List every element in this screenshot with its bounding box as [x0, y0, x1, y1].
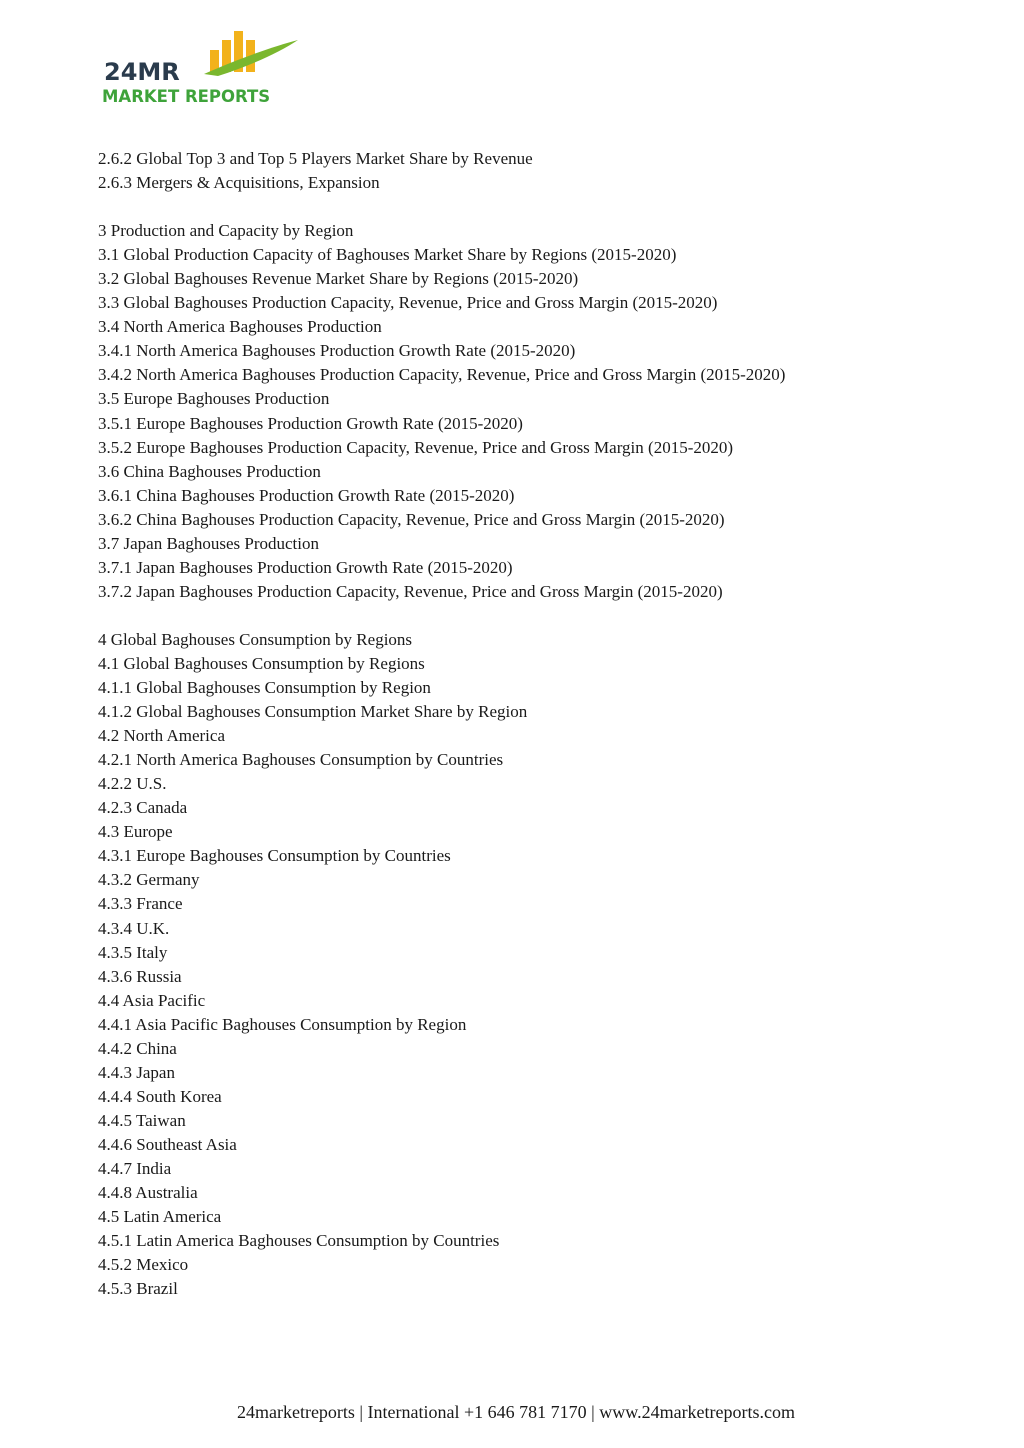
toc-item: 3.6.2 China Baghouses Production Capacity, Revenue, Price and Gross Margin (2015-2020)	[98, 509, 725, 529]
logo-line1: 24MR	[104, 58, 180, 86]
toc-item: 3.3 Global Baghouses Production Capacity, Revenue, Price and Gross Margin (2015-2020)	[98, 293, 718, 313]
toc-item: 4.4 Asia Pacific	[98, 990, 206, 1010]
toc-item: 3.5.2 Europe Baghouses Production Capacity, Revenue, Price and Gross Margin (2015-2020)	[98, 437, 734, 457]
toc-item: 3.1 Global Production Capacity of Baghouses Market Share by Regions (2015-2020)	[98, 245, 677, 265]
logo-line2: MARKET REPORTS	[102, 87, 271, 106]
toc-item: 4.1 Global Baghouses Consumption by Regions	[98, 653, 425, 673]
toc-item: 3.7.2 Japan Baghouses Production Capacity, Revenue, Price and Gross Margin (2015-2020)	[98, 581, 723, 601]
toc-item: 3.7 Japan Baghouses Production	[98, 533, 319, 553]
toc-item: 3.2 Global Baghouses Revenue Market Share by Regions (2015-2020)	[98, 269, 579, 289]
toc-item: 4.4.7 India	[98, 1158, 172, 1178]
toc-item: 4.5.3 Brazil	[98, 1279, 178, 1299]
toc-item: 4.5.1 Latin America Baghouses Consumption by Countries	[98, 1231, 500, 1251]
toc-item: 4.3.6 Russia	[98, 966, 182, 986]
toc-item: 4 Global Baghouses Consumption by Regions	[98, 629, 413, 649]
toc-item: 4.1.1 Global Baghouses Consumption by Region	[98, 678, 431, 698]
toc-item: 3.4.1 North America Baghouses Production Growth Rate (2015-2020)	[98, 341, 576, 361]
toc-item: 3.5.1 Europe Baghouses Production Growth Rate (2015-2020)	[98, 413, 523, 433]
toc-item: 4.2.3 Canada	[98, 798, 188, 818]
toc-item: 4.2 North America	[98, 726, 225, 746]
toc-item: 2.6.2 Global Top 3 and Top 5 Players Market Share by Revenue	[98, 149, 533, 168]
toc-item: 4.2.2 U.S.	[98, 774, 167, 794]
toc-item: 3.5 Europe Baghouses Production	[98, 389, 330, 409]
toc-item: 4.3.4 U.K.	[98, 918, 170, 938]
toc-spacer	[98, 195, 785, 219]
toc-item: 4.4.5 Taiwan	[98, 1110, 186, 1130]
toc-item: 4.3.3 France	[98, 894, 183, 914]
toc-item: 4.5 Latin America	[98, 1207, 222, 1227]
toc-item: 3.6.1 China Baghouses Production Growth Rate (2015-2020)	[98, 485, 515, 505]
toc-item: 3.4 North America Baghouses Production	[98, 317, 382, 337]
toc-item: 4.3.2 Germany	[98, 870, 200, 890]
toc-item: 4.4.1 Asia Pacific Baghouses Consumption by Region	[98, 1014, 467, 1034]
toc-item: 4.4.6 Southeast Asia	[98, 1134, 237, 1154]
toc-item: 4.3.5 Italy	[98, 942, 168, 962]
toc-spacer	[98, 604, 785, 628]
toc-item: 4.2.1 North America Baghouses Consumption by Countries	[98, 750, 504, 770]
bar-chart-swoosh-logo-icon	[100, 28, 310, 108]
toc-item: 4.4.8 Australia	[98, 1183, 198, 1203]
table-of-contents	[98, 147, 785, 1301]
toc-item: 2.6.3 Mergers & Acquisitions, Expansion	[98, 173, 380, 193]
toc-item: 4.1.2 Global Baghouses Consumption Market Share by Region	[98, 702, 528, 722]
page-footer: 24marketreports | International +1 646 781 7170 | www.24marketreports.com	[236, 1402, 796, 1422]
toc-item: 4.4.4 South Korea	[98, 1086, 222, 1106]
toc-item: 3.7.1 Japan Baghouses Production Growth Rate (2015-2020)	[98, 557, 513, 577]
toc-item: 3.4.2 North America Baghouses Production Capacity, Revenue, Price and Gross Margin (2015-2020)	[98, 365, 786, 385]
company-logo	[100, 28, 310, 108]
toc-item: 4.5.2 Mexico	[98, 1255, 189, 1275]
toc-item: 3.6 China Baghouses Production	[98, 461, 321, 481]
toc-item: 4.3.1 Europe Baghouses Consumption by Countries	[98, 846, 451, 866]
toc-item: 4.4.3 Japan	[98, 1062, 175, 1082]
toc-item: 4.4.2 China	[98, 1038, 177, 1058]
toc-item: 4.3 Europe	[98, 822, 173, 842]
toc-item: 3 Production and Capacity by Region	[98, 221, 354, 241]
